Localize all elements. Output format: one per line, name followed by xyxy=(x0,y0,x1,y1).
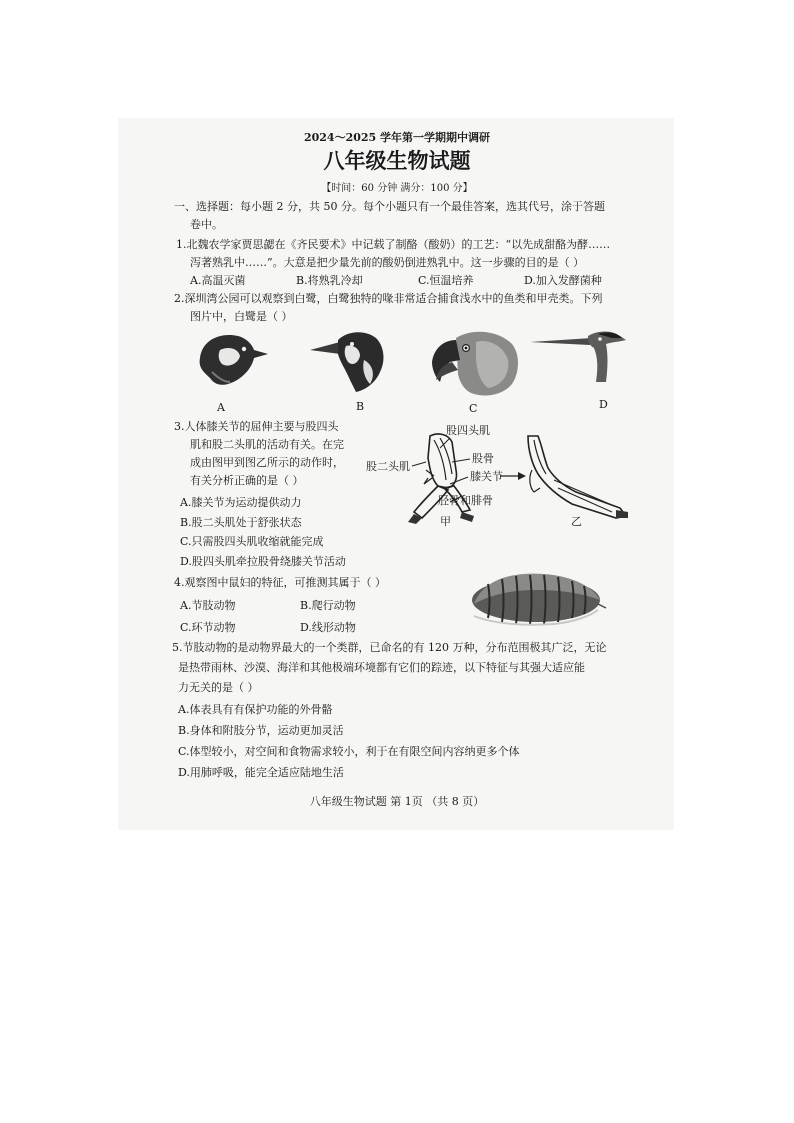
q5-option-b[interactable]: B.身体和附肢分节，运动更加灵活 xyxy=(178,724,344,737)
bird-label-c: C xyxy=(469,402,478,415)
figure-label-yi: 乙 xyxy=(571,515,582,528)
q1-option-b[interactable]: B.将熟乳冷却 xyxy=(296,274,363,287)
woodlouse-image xyxy=(464,564,608,630)
bird-label-a: A xyxy=(217,401,225,414)
q3-option-b[interactable]: B.股二头肌处于舒张状态 xyxy=(180,516,302,529)
bird-label-d: D xyxy=(599,398,608,411)
label-biceps-femoris: 股二头肌 xyxy=(366,460,410,473)
q3-option-d[interactable]: D.股四头肌牵拉股骨绕膝关节活动 xyxy=(180,555,346,568)
q1-stem-line1: 1.北魏农学家贾思勰在《齐民要术》中记载了制酪（酸奶）的工艺：“以先成甜酪为酵…… xyxy=(176,238,611,251)
q2-stem-line2: 图片中，白鹭是（ ） xyxy=(190,310,293,323)
q2-stem-line1: 2.深圳湾公园可以观察到白鹭，白鹭独特的喙非常适合捕食浅水中的鱼类和甲壳类。下列 xyxy=(174,292,603,305)
q4-option-b[interactable]: B.爬行动物 xyxy=(300,599,356,612)
q5-stem-line1: 5.节肢动物的是动物界最大的一个类群，已命名的有 120 万种，分布范围极其广泛，无论 xyxy=(172,641,607,654)
q5-stem-line3: 力无关的是（ ） xyxy=(178,681,259,694)
q1-option-c[interactable]: C.恒温培养 xyxy=(418,274,474,287)
section-intro-line2: 卷中。 xyxy=(190,218,223,231)
q4-stem: 4.观察图中鼠妇的特征，可推测其属于（ ） xyxy=(174,576,386,589)
figure-label-jia: 甲 xyxy=(440,515,451,528)
q3-option-c[interactable]: C.只需股四头肌收缩就能完成 xyxy=(180,535,324,548)
q3-stem-line3: 成由图甲到图乙所示的动作时， xyxy=(190,456,344,469)
q3-stem-line2: 肌和股二头肌的活动有关。在完 xyxy=(190,438,344,451)
section-intro-line1: 一、选择题：每小题 2 分，共 50 分。每个小题只有一个最佳答案，选其代号，涂于答题 xyxy=(174,200,605,213)
label-knee-joint: 膝关节 xyxy=(470,470,503,483)
q3-stem-line1: 3.人体膝关节的屈伸主要与股四头 xyxy=(174,420,339,433)
q5-option-a[interactable]: A.体表具有有保护功能的外骨骼 xyxy=(178,703,333,716)
q3-stem-line4: 有关分析正确的是（ ） xyxy=(190,474,304,487)
page-footer: 八年级生物试题 第 1页 （共 8 页） xyxy=(309,795,485,808)
q5-stem-line2: 是热带雨林、沙漠、海洋和其他极端环境都有它们的踪迹，以下特征与其强大适应能 xyxy=(178,661,585,674)
q4-option-d[interactable]: D.线形动物 xyxy=(300,621,356,634)
page-title: 八年级生物试题 xyxy=(323,148,471,173)
q5-option-d[interactable]: D.用肺呼吸，能完全适应陆地生活 xyxy=(178,766,344,779)
q3-option-a[interactable]: A.膝关节为运动提供动力 xyxy=(180,496,302,509)
q5-option-c[interactable]: C.体型较小，对空间和食物需求较小，利于在有限空间内容纳更多个体 xyxy=(178,745,520,758)
exam-info: 【时间：60 分钟 满分：100 分】 xyxy=(321,183,473,194)
q4-option-a[interactable]: A.节肢动物 xyxy=(180,599,236,612)
label-femur: 股骨 xyxy=(472,452,494,465)
label-tibia-fibula: 胫骨和腓骨 xyxy=(438,494,493,507)
bird-label-b: B xyxy=(356,400,365,413)
q4-option-c[interactable]: C.环节动物 xyxy=(180,621,236,634)
q1-option-d[interactable]: D.加入发酵菌种 xyxy=(524,274,602,287)
exam-term: 2024～2025 学年第一学期期中调研 xyxy=(303,131,491,144)
label-quadriceps: 股四头肌 xyxy=(446,424,490,437)
q1-stem-line2: 泻著熟乳中……”。大意是把少量先前的酸奶倒进熟乳中。这一步骤的目的是（ ） xyxy=(190,256,585,269)
q1-option-a[interactable]: A.高温灭菌 xyxy=(190,274,246,287)
